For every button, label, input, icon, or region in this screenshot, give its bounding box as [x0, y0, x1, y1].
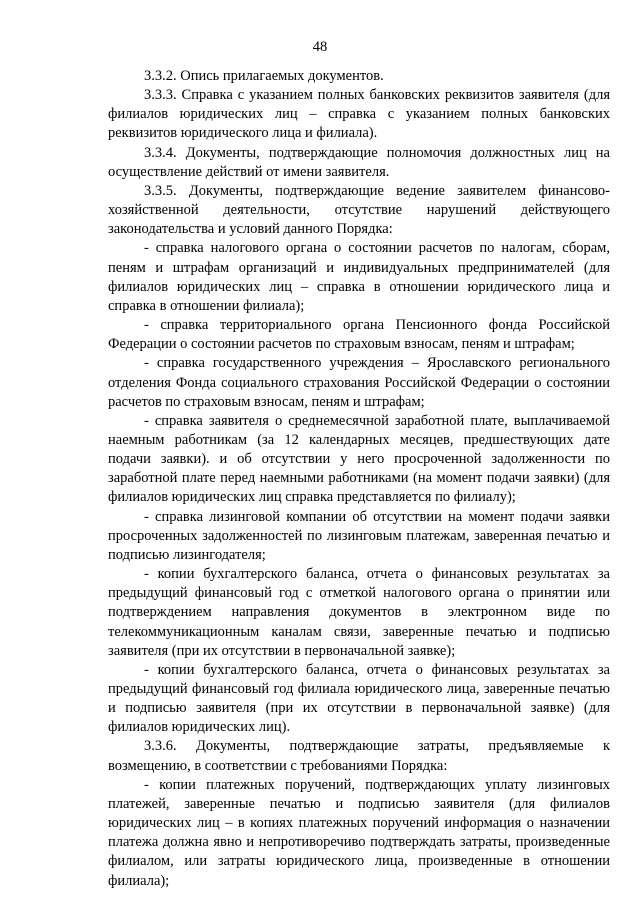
paragraph-3-3-3: 3.3.3. Справка с указанием полных банковских реквизитов заявителя (для филиалов юридических лиц – справка с указанием полных банковских реквизитов юридического лица и филиала). — [108, 87, 610, 142]
list-item-social-insurance-certificate: - справка государственного учреждения – Ярославского регионального отделения Фонда социального страхования Российской Федерации о состоянии расчетов по страховым взносам, пеням и штрафам; — [108, 355, 610, 410]
document-body — [108, 67, 610, 891]
list-item-balance-sheet-copies: - копии бухгалтерского баланса, отчета о финансовых результатах за предыдущий финансовый год с отметкой налогового органа о принятии или подтверждением направления документов в электронном виде по телекоммуникационным каналам связи, заверенные печатью и подписью заявителя (при их отсутствии в первоначальной заявке); — [108, 566, 610, 659]
paragraph-3-3-6: 3.3.6. Документы, подтверждающие затраты, предъявляемые к возмещению, в соответствии с требованиями Порядка: — [108, 738, 610, 774]
list-item-pension-fund-certificate: - справка территориального органа Пенсионного фонда Российской Федерации о состоянии расчетов по страховым взносам, пеням и штрафам; — [108, 317, 610, 353]
page-number: 48 — [312, 39, 328, 55]
list-item-tax-certificate: - справка налогового органа о состоянии расчетов по налогам, сборам, пеням и штрафам организаций и индивидуальных предпринимателей (для филиалов юридических лиц – справка в отношении юридического лица и справка в отношении филиала); — [108, 240, 610, 314]
list-item-leasing-certificate: - справка лизинговой компании об отсутствии на момент подачи заявки просроченных задолженностей по лизинговым платежам, заверенная печатью и подписью лизингодателя; — [108, 508, 610, 563]
paragraph-3-3-2: 3.3.2. Опись прилагаемых документов. — [144, 68, 384, 84]
list-item-branch-balance-sheet-copies: - копии бухгалтерского баланса, отчета о финансовых результатах за предыдущий финансовый год филиала юридического лица, заверенные печатью и подписью заявителя (при их отсутствии в первоначальной заявке) (для филиалов юридических лиц). — [108, 661, 610, 736]
paragraph-3-3-4: 3.3.4. Документы, подтверждающие полномочия должностных лиц на осуществление действий от имени заявителя. — [108, 144, 610, 180]
list-item-salary-certificate: - справка заявителя о среднемесячной заработной плате, выплачиваемой наемным работникам (за 12 календарных месяцев, предшествующих дате подачи заявки). и об отсутствии у него просроченной задолженности по заработной плате перед наемными работниками (на момент подачи заявки) (для филиалов юридических лиц справка представляется по филиалу); — [108, 412, 610, 506]
paragraph-3-3-5: 3.3.5. Документы, подтверждающие ведение заявителем финансово-хозяйственной деятельности, отсутствие нарушений действующего законодательства и условий данного Порядка: — [108, 182, 610, 238]
list-item-payment-orders: - копии платежных поручений, подтверждающих уплату лизинговых платежей, заверенные печатью и подписью заявителя (для филиалов юридических лиц – в копиях платежных поручений информация о назначении платежа должна явно и непротиворечиво подтверждать затраты, произведенные филиалом, или затраты юридического лица, произведенные в отношении филиала); — [108, 776, 610, 889]
